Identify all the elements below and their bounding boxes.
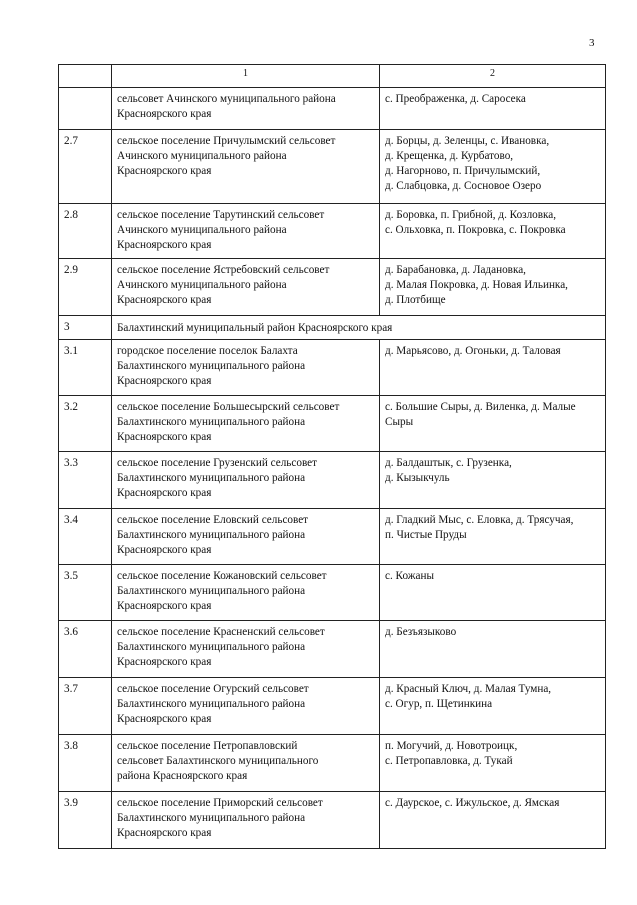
settlement-list: с. Большие Сыры, д. Виленка, д. Малые Сыры bbox=[380, 396, 606, 452]
municipality-name: сельское поселение Кожановский сельсовет Балахтинского муниципального района Красноярского края bbox=[112, 565, 380, 621]
row-number: 3.6 bbox=[59, 621, 112, 678]
municipality-name: сельское поселение Петропавловский сельсовет Балахтинского муниципального района Красноярского края bbox=[112, 735, 380, 792]
table-row bbox=[59, 88, 606, 130]
settlement-list: п. Могучий, д. Новотроицк, с. Петропавловка, д. Тукай bbox=[380, 735, 606, 792]
row-number: 3.1 bbox=[59, 340, 112, 396]
settlement-list: д. Борцы, д. Зеленцы, с. Ивановка, д. Крещенка, д. Курбатово, д. Нагорново, п. Причулымский, д. Слабцовка, д. Сосновое Озеро bbox=[380, 130, 606, 204]
settlement-list: д. Безъязыково bbox=[380, 621, 606, 678]
settlement-list: д. Марьясово, д. Огоньки, д. Таловая bbox=[380, 340, 606, 396]
municipality-name: сельское поселение Огурский сельсовет Балахтинского муниципального района Красноярского края bbox=[112, 678, 380, 735]
settlement-list: д. Боровка, п. Грибной, д. Козловка, с. Ольховка, п. Покровка, с. Покровка bbox=[380, 204, 606, 259]
table-row bbox=[59, 621, 606, 678]
header-cell-number bbox=[59, 65, 112, 88]
settlement-list: с. Преображенка, д. Саросека bbox=[380, 88, 606, 130]
row-number: 3.5 bbox=[59, 565, 112, 621]
settlement-list: с. Даурское, с. Ижульское, д. Ямская bbox=[380, 792, 606, 849]
row-number: 3 bbox=[59, 316, 112, 340]
municipality-name: сельсовет Ачинского муниципального района Красноярского края bbox=[112, 88, 380, 130]
municipality-name: сельское поселение Грузенский сельсовет Балахтинского муниципального района Красноярского края bbox=[112, 452, 380, 509]
row-number: 2.7 bbox=[59, 130, 112, 204]
table-row bbox=[59, 735, 606, 792]
row-number: 3.4 bbox=[59, 509, 112, 565]
header-cell-column-2: 2 bbox=[380, 65, 606, 88]
row-number: 3.8 bbox=[59, 735, 112, 792]
settlement-list: д. Красный Ключ, д. Малая Тумна, с. Огур, п. Щетинкина bbox=[380, 678, 606, 735]
settlement-list: д. Балдаштык, с. Грузенка, д. Кызыкчуль bbox=[380, 452, 606, 509]
municipality-name: городское поселение поселок Балахта Балахтинского муниципального района Красноярского края bbox=[112, 340, 380, 396]
settlement-list: д. Барабановка, д. Ладановка, д. Малая Покровка, д. Новая Ильинка, д. Плотбище bbox=[380, 259, 606, 316]
row-number: 3.2 bbox=[59, 396, 112, 452]
settlement-list: д. Гладкий Мыс, с. Еловка, д. Трясучая, п. Чистые Пруды bbox=[380, 509, 606, 565]
page-number: 3 bbox=[589, 37, 595, 49]
municipality-name: сельское поселение Тарутинский сельсовет Ачинского муниципального района Красноярского края bbox=[112, 204, 380, 259]
table-row bbox=[59, 259, 606, 316]
settlement-list: с. Кожаны bbox=[380, 565, 606, 621]
row-number: 3.7 bbox=[59, 678, 112, 735]
settlements-table bbox=[58, 64, 606, 849]
table-row bbox=[59, 452, 606, 509]
table-row bbox=[59, 204, 606, 259]
district-name: Балахтинский муниципальный район Красноярского края bbox=[112, 316, 606, 340]
municipality-name: сельское поселение Большесырский сельсовет Балахтинского муниципального района Красноярского края bbox=[112, 396, 380, 452]
table-row bbox=[59, 792, 606, 849]
row-number: 3.9 bbox=[59, 792, 112, 849]
row-number bbox=[59, 88, 112, 130]
municipality-name: сельское поселение Причулымский сельсовет Ачинского муниципального района Красноярского края bbox=[112, 130, 380, 204]
municipality-name: сельское поселение Еловский сельсовет Балахтинского муниципального района Красноярского края bbox=[112, 509, 380, 565]
municipality-name: сельское поселение Приморский сельсовет Балахтинского муниципального района Красноярского края bbox=[112, 792, 380, 849]
header-cell-column-1: 1 bbox=[112, 65, 380, 88]
table-header-row bbox=[59, 65, 606, 88]
table-row bbox=[59, 678, 606, 735]
table-row bbox=[59, 340, 606, 396]
table-row bbox=[59, 565, 606, 621]
table-row bbox=[59, 509, 606, 565]
row-number: 2.9 bbox=[59, 259, 112, 316]
row-number: 3.3 bbox=[59, 452, 112, 509]
municipality-name: сельское поселение Ястребовский сельсовет Ачинского муниципального района Красноярского края bbox=[112, 259, 380, 316]
table-row bbox=[59, 396, 606, 452]
municipality-name: сельское поселение Красненский сельсовет Балахтинского муниципального района Красноярского края bbox=[112, 621, 380, 678]
district-heading-row bbox=[59, 316, 606, 340]
row-number: 2.8 bbox=[59, 204, 112, 259]
table-row bbox=[59, 130, 606, 204]
